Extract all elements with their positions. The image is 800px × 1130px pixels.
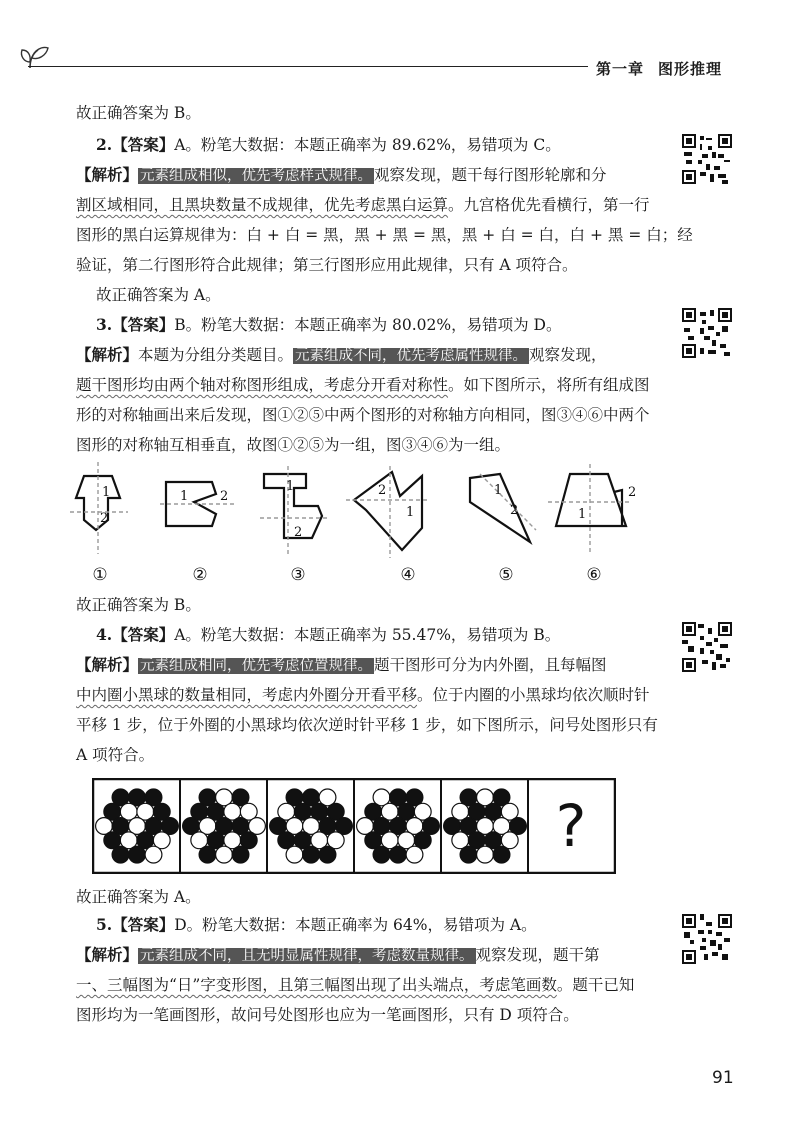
qr-code-icon [682, 914, 732, 964]
ball [303, 846, 320, 863]
answer-line: 故正确答案为 B。 [76, 104, 201, 122]
axis-number: 1 [578, 507, 587, 522]
qr-code-icon [682, 308, 732, 358]
text-line: 形的对称轴画出来后发现，图①②⑤中两个图形的对称轴方向相同，图③④⑥中两个 [76, 406, 650, 424]
text-line: 验证，第二行图形符合此规律；第三行图形应用此规律，只有 A 项符合。 [76, 256, 578, 274]
axis-number: 1 [286, 479, 295, 494]
highlight: 元素组成不同，优先考虑属性规律。 [295, 348, 528, 364]
question-mark: ? [555, 792, 587, 860]
ball [477, 846, 494, 863]
text-line: 题干图形均由两个轴对称图形组成，考虑分开看对称性。如下图所示，将所有组成图 [76, 376, 650, 394]
text-line: A 项符合。 [76, 746, 155, 764]
chapter-title: 图形推理 [658, 60, 723, 78]
q4-analysis-line: 【解析】 元素组成相同，优先考虑位置规律。 题干图形可分为内外圈，且每幅图 [76, 656, 607, 674]
ball [286, 846, 303, 863]
axis-number: 1 [494, 483, 503, 498]
q2-answer-line: 2.【答案】A。粉笔大数据：本题正确率为 89.62%，易错项为 C。 [96, 135, 561, 154]
text-line: 平移 1 步，位于外圈的小黑球均依次逆时针平移 1 步，如下图所示，问号处图形只有 [76, 716, 658, 734]
text-line: 割区域相同，且黑块数量不成规律，优先考虑黑白运算。九宫格优先看横行，第一行 [76, 196, 650, 214]
ball-sequence-figure [92, 778, 616, 874]
text-line: 中内圈小黑球的数量相同，考虑内外圈分开看平移。位于内圈的小黑球均依次顺时针 [76, 686, 650, 704]
ball [216, 846, 233, 863]
axis-number: 2 [510, 503, 519, 518]
qr-code-icon [682, 134, 732, 184]
answer-line: 故正确答案为 A。 [96, 286, 221, 304]
ball [373, 846, 390, 863]
axis-number: 2 [378, 483, 387, 498]
symmetry-axes-figure [60, 462, 660, 586]
qr-code-icon [682, 622, 732, 672]
text-line: 图形的黑白运算规律为：白 + 白 = 黑，黑 + 黑 = 黑，黑 + 白 = 白，白 + 黑 = 白；经 [76, 226, 693, 244]
q3-analysis-line: 【解析】本题为分组分类题目。 元素组成不同，优先考虑属性规律。 观察发现， [76, 346, 607, 364]
axis-number: 2 [294, 525, 303, 540]
chapter-header [596, 58, 736, 79]
highlight: 元素组成相似，优先考虑样式规律。 [140, 168, 373, 184]
chapter-number: 第一章 [596, 60, 645, 78]
highlight: 元素组成相同，优先考虑位置规律。 [140, 658, 373, 674]
axis-number: 1 [180, 489, 189, 504]
ball [112, 846, 129, 863]
answer-line: 故正确答案为 B。 [76, 596, 201, 614]
ball [199, 846, 216, 863]
ball [406, 846, 423, 863]
axis-number: 2 [220, 489, 229, 504]
figure-label: ⑤ [498, 565, 514, 585]
figure-label: ① [92, 565, 108, 585]
ball [145, 846, 162, 863]
sprout-leaf-icon [18, 42, 52, 72]
figure-label: ④ [400, 565, 416, 585]
ball [460, 846, 477, 863]
figure-label: ③ [290, 565, 306, 585]
figure-label: ② [192, 565, 208, 585]
axis-number: 2 [100, 511, 109, 526]
ball [232, 846, 249, 863]
highlight: 元素组成不同，且无明显属性规律，考虑数量规律。 [140, 948, 474, 964]
text-line: 图形均为一笔画图形，故问号处图形也应为一笔画图形，只有 D 项符合。 [76, 1006, 579, 1024]
axis-number: 1 [102, 485, 111, 500]
page-number: 91 [712, 1068, 734, 1088]
ball [129, 846, 146, 863]
q3-answer-line: 3.【答案】B。粉笔大数据：本题正确率为 80.02%，易错项为 D。 [96, 315, 562, 334]
ball [319, 846, 336, 863]
figure-label: ⑥ [586, 565, 602, 585]
header-rule [28, 66, 588, 67]
answer-line: 故正确答案为 A。 [76, 888, 201, 906]
text-line: 一、三幅图为“日”字变形图，且第三幅图出现了出头端点，考虑笔画数。题干已知 [76, 976, 635, 994]
q2-analysis-line: 【解析】 元素组成相似，优先考虑样式规律。 观察发现，题干每行图形轮廓和分 [76, 166, 607, 184]
q5-analysis-line: 【解析】 元素组成不同，且无明显属性规律，考虑数量规律。 观察发现，题干第 [76, 946, 600, 964]
axis-number: 1 [406, 505, 415, 520]
ball [493, 846, 510, 863]
q5-answer-line: 5.【答案】D。粉笔大数据：本题正确率为 64%，易错项为 A。 [96, 915, 537, 934]
axis-number: 2 [628, 485, 637, 500]
q4-answer-line: 4.【答案】A。粉笔大数据：本题正确率为 55.47%，易错项为 B。 [96, 625, 561, 644]
ball [390, 846, 407, 863]
text-line: 图形的对称轴互相垂直，故图①②⑤为一组，图③④⑥为一组。 [76, 436, 511, 454]
